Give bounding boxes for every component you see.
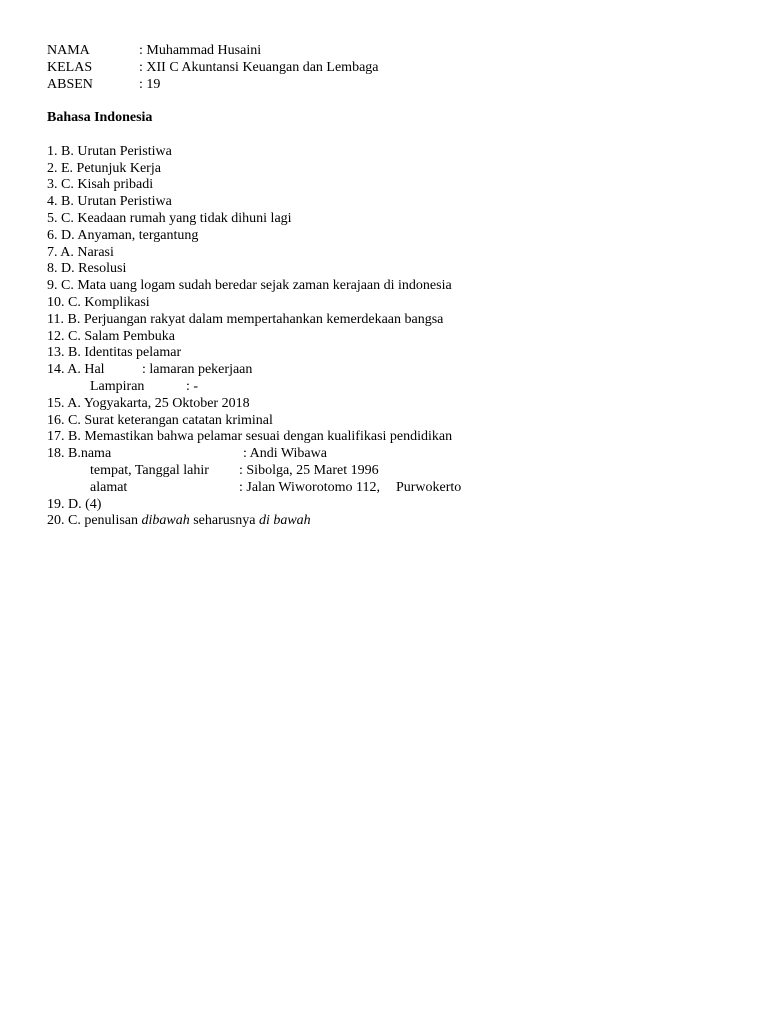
answer-12: 12. C. Salam Pembuka	[47, 328, 175, 344]
answer-9: 9. C. Mata uang logam sudah beredar sejak zaman kerajaan di indonesia	[47, 278, 452, 294]
answer-18	[47, 446, 747, 463]
kelas-value: : XII C Akuntansi Keuangan dan Lembaga	[139, 59, 379, 75]
answer-20	[47, 513, 747, 530]
answer-19: 19. D. (4)	[47, 496, 102, 512]
absen-value: : 19	[139, 76, 161, 92]
answer-20-prefix: 20. C. penulisan	[47, 513, 142, 529]
answer-14-label: 14. A. Hal	[47, 362, 105, 378]
answer-20-middle: seharusnya	[189, 513, 259, 529]
answer-17: 17. B. Memastikan bahwa pelamar sesuai dengan kualifikasi pendidikan	[47, 429, 453, 445]
ttl-label: tempat, Tanggal lahir	[90, 462, 209, 478]
kelas-row	[47, 60, 747, 77]
answer-10: 10. C. Komplikasi	[47, 294, 150, 310]
answer-2: 2. E. Petunjuk Kerja	[47, 160, 161, 176]
answer-14-sub	[47, 379, 747, 396]
absen-label: ABSEN	[47, 76, 93, 92]
lampiran-value: : -	[186, 378, 199, 394]
answer-5: 5. C. Keadaan rumah yang tidak dihuni lagi	[47, 210, 292, 226]
answer-14-value: : lamaran pekerjaan	[142, 362, 253, 378]
answer-18-label: 18. B.nama	[47, 446, 112, 462]
answer-18-value: : Andi Wibawa	[243, 446, 327, 462]
subject-heading: Bahasa Indonesia	[47, 110, 153, 126]
answer-3: 3. C. Kisah pribadi	[47, 177, 154, 193]
answer-16: 16. C. Surat keterangan catatan kriminal	[47, 412, 273, 428]
answer-14	[47, 362, 747, 379]
alamat-label: alamat	[90, 479, 128, 495]
answer-20-wrong: dibawah	[141, 513, 190, 529]
answer-6: 6. D. Anyaman, tergantung	[47, 227, 199, 243]
answer-11: 11. B. Perjuangan rakyat dalam mempertahankan kemerdekaan bangsa	[47, 311, 444, 327]
answer-18-ttl	[47, 463, 747, 480]
nama-label: NAMA	[47, 43, 90, 58]
ttl-value: : Sibolga, 25 Maret 1996	[239, 462, 379, 478]
answer-20-correct: di bawah	[258, 513, 311, 529]
spacer	[47, 127, 747, 144]
answer-13: 13. B. Identitas pelamar	[47, 345, 182, 361]
answer-18-alamat	[47, 480, 747, 497]
kelas-label: KELAS	[47, 59, 93, 75]
answer-4: 4. B. Urutan Peristiwa	[47, 194, 172, 210]
lampiran-label: Lampiran	[90, 378, 145, 394]
answer-1: 1. B. Urutan Peristiwa	[47, 143, 172, 159]
nama-row	[47, 43, 747, 60]
spacer	[47, 93, 747, 110]
answer-8: 8. D. Resolusi	[47, 261, 127, 277]
document-page	[47, 43, 747, 530]
alamat-value: : Jalan Wiworotomo 112,	[239, 479, 380, 495]
alamat-city: Purwokerto	[395, 479, 462, 495]
absen-row	[47, 77, 747, 94]
answer-7: 7. A. Narasi	[47, 244, 114, 260]
answer-15: 15. A. Yogyakarta, 25 Oktober 2018	[47, 395, 250, 411]
nama-value: : Muhammad Husaini	[139, 43, 262, 58]
